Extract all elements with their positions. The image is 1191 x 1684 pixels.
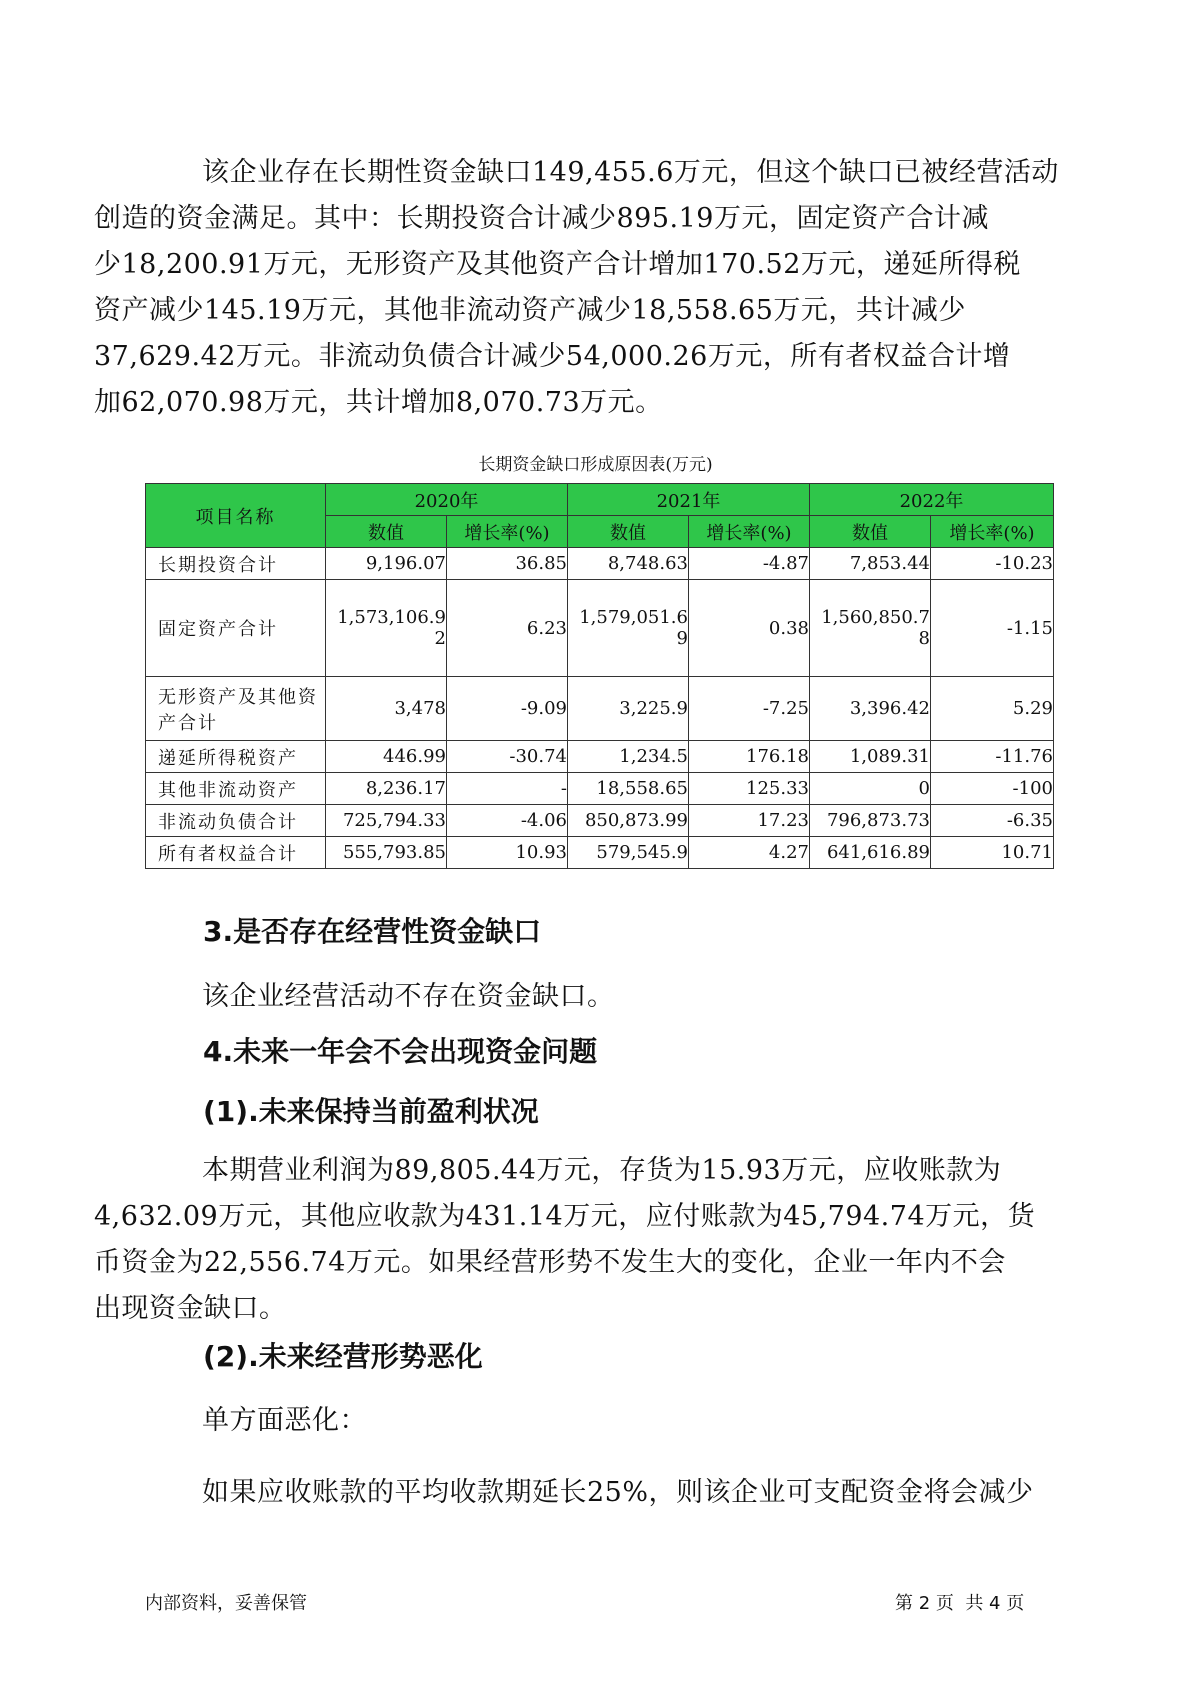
cell-value: 579,545.9 bbox=[568, 837, 689, 869]
cell-rate: 4.27 bbox=[689, 837, 810, 869]
cell-rate: -9.09 bbox=[447, 677, 568, 741]
footer-page-number: 第 2 页 共 4 页 bbox=[895, 1593, 1025, 1614]
section-3-line: 该企业经营活动不存在资金缺口。 bbox=[202, 981, 615, 1012]
cell-rate: 10.93 bbox=[447, 837, 568, 869]
table-row bbox=[146, 548, 1054, 580]
year-header-2022: 2022年 bbox=[810, 484, 1054, 516]
cell-value: 3,478 bbox=[326, 677, 447, 741]
cell-rate: 17.23 bbox=[689, 805, 810, 837]
cell-value: 555,793.85 bbox=[326, 837, 447, 869]
section-heading-4: 4.未来一年会不会出现资金问题 bbox=[203, 1035, 598, 1068]
cell-value: 446.99 bbox=[326, 741, 447, 773]
cell-value: 1,573,106.92 bbox=[326, 580, 447, 677]
cell-rate: -4.87 bbox=[689, 548, 810, 580]
cell-rate: -6.35 bbox=[931, 805, 1054, 837]
cell-rate: 6.23 bbox=[447, 580, 568, 677]
table-header-row-years bbox=[146, 484, 1054, 516]
cell-rate: 125.33 bbox=[689, 773, 810, 805]
cell-value: 1,089.31 bbox=[810, 741, 931, 773]
cell-rate: 5.29 bbox=[931, 677, 1054, 741]
intro-line-5: 37,629.42万元。非流动负债合计减少54,000.26万元，所有者权益合计增 bbox=[94, 341, 1011, 372]
intro-line-4: 资产减少145.19万元，其他非流动资产减少18,558.65万元，共计减少 bbox=[94, 295, 966, 326]
rate-header: 增长率(%) bbox=[447, 516, 568, 548]
cell-value: 850,873.99 bbox=[568, 805, 689, 837]
row-name: 所有者权益合计 bbox=[146, 837, 326, 869]
row-name: 固定资产合计 bbox=[146, 580, 326, 677]
table-row bbox=[146, 837, 1054, 869]
cell-value: 796,873.73 bbox=[810, 805, 931, 837]
intro-line-6: 加62,070.98万元，共计增加8,070.73万元。 bbox=[94, 387, 663, 418]
cell-rate: -4.06 bbox=[447, 805, 568, 837]
cell-value: 8,236.17 bbox=[326, 773, 447, 805]
cell-value: 18,558.65 bbox=[568, 773, 689, 805]
value-header: 数值 bbox=[810, 516, 931, 548]
cell-rate: -100 bbox=[931, 773, 1054, 805]
cell-value: 3,225.9 bbox=[568, 677, 689, 741]
table-row bbox=[146, 773, 1054, 805]
cell-value: 8,748.63 bbox=[568, 548, 689, 580]
row-name: 其他非流动资产 bbox=[146, 773, 326, 805]
table-row bbox=[146, 580, 1054, 677]
cell-value: 725,794.33 bbox=[326, 805, 447, 837]
section-4-1-paragraph bbox=[94, 1148, 1058, 1332]
item-name-header: 项目名称 bbox=[146, 484, 326, 548]
intro-line-2: 创造的资金满足。其中：长期投资合计减少895.19万元，固定资产合计减 bbox=[94, 203, 989, 234]
cell-value: 1,560,850.78 bbox=[810, 580, 931, 677]
cell-rate: -30.74 bbox=[447, 741, 568, 773]
intro-line-1: 该企业存在长期性资金缺口149,455.6万元，但这个缺口已被经营活动 bbox=[202, 157, 1059, 188]
cell-value: 641,616.89 bbox=[810, 837, 931, 869]
cell-rate: -7.25 bbox=[689, 677, 810, 741]
section-heading-3: 3.是否存在经营性资金缺口 bbox=[203, 915, 542, 948]
value-header: 数值 bbox=[326, 516, 447, 548]
cell-rate: 176.18 bbox=[689, 741, 810, 773]
section-4-1-line-2: 4,632.09万元，其他应收款为431.14万元，应付账款为45,794.74万元，货 bbox=[94, 1201, 1036, 1232]
cell-value: 1,234.5 bbox=[568, 741, 689, 773]
footer-confidential-note: 内部资料，妥善保管 bbox=[145, 1593, 307, 1614]
table-row bbox=[146, 677, 1054, 741]
rate-header: 增长率(%) bbox=[689, 516, 810, 548]
intro-line-3: 少18,200.91万元，无形资产及其他资产合计增加170.52万元，递延所得税 bbox=[94, 249, 1021, 280]
row-name: 递延所得税资产 bbox=[146, 741, 326, 773]
cell-value: 0 bbox=[810, 773, 931, 805]
section-4-3-line: 如果应收账款的平均收款期延长25%，则该企业可支配资金将会减少 bbox=[202, 1477, 1034, 1508]
long-term-gap-table bbox=[145, 483, 1054, 869]
section-3-paragraph bbox=[148, 974, 1058, 1020]
section-4-1-line-3: 币资金为22,556.74万元。如果经营形势不发生大的变化，企业一年内不会 bbox=[94, 1247, 1006, 1278]
rate-header: 增长率(%) bbox=[931, 516, 1054, 548]
cell-rate: 36.85 bbox=[447, 548, 568, 580]
section-4-2-line: 单方面恶化： bbox=[202, 1405, 367, 1436]
cell-value: 1,579,051.69 bbox=[568, 580, 689, 677]
table-caption: 长期资金缺口形成原因表(万元) bbox=[478, 455, 713, 475]
year-header-2021: 2021年 bbox=[568, 484, 810, 516]
section-4-1-line-4: 出现资金缺口。 bbox=[94, 1293, 287, 1324]
year-header-2020: 2020年 bbox=[326, 484, 568, 516]
subsection-heading-4-2: (2).未来经营形势恶化 bbox=[203, 1340, 483, 1373]
table-row bbox=[146, 741, 1054, 773]
row-name: 长期投资合计 bbox=[146, 548, 326, 580]
intro-paragraph bbox=[94, 150, 1059, 426]
section-4-3-paragraph bbox=[148, 1470, 1058, 1516]
value-header: 数值 bbox=[568, 516, 689, 548]
table-row bbox=[146, 805, 1054, 837]
row-name: 无形资产及其他资产合计 bbox=[146, 677, 326, 741]
section-4-2-paragraph bbox=[148, 1398, 1058, 1444]
cell-value: 7,853.44 bbox=[810, 548, 931, 580]
cell-rate: -1.15 bbox=[931, 580, 1054, 677]
section-4-1-line-1: 本期营业利润为89,805.44万元，存货为15.93万元，应收账款为 bbox=[202, 1155, 1002, 1186]
subsection-heading-4-1: (1).未来保持当前盈利状况 bbox=[203, 1095, 539, 1128]
cell-value: 9,196.07 bbox=[326, 548, 447, 580]
cell-rate: -10.23 bbox=[931, 548, 1054, 580]
cell-value: 3,396.42 bbox=[810, 677, 931, 741]
row-name: 非流动负债合计 bbox=[146, 805, 326, 837]
cell-rate: -11.76 bbox=[931, 741, 1054, 773]
cell-rate: - bbox=[447, 773, 568, 805]
cell-rate: 10.71 bbox=[931, 837, 1054, 869]
cell-rate: 0.38 bbox=[689, 580, 810, 677]
